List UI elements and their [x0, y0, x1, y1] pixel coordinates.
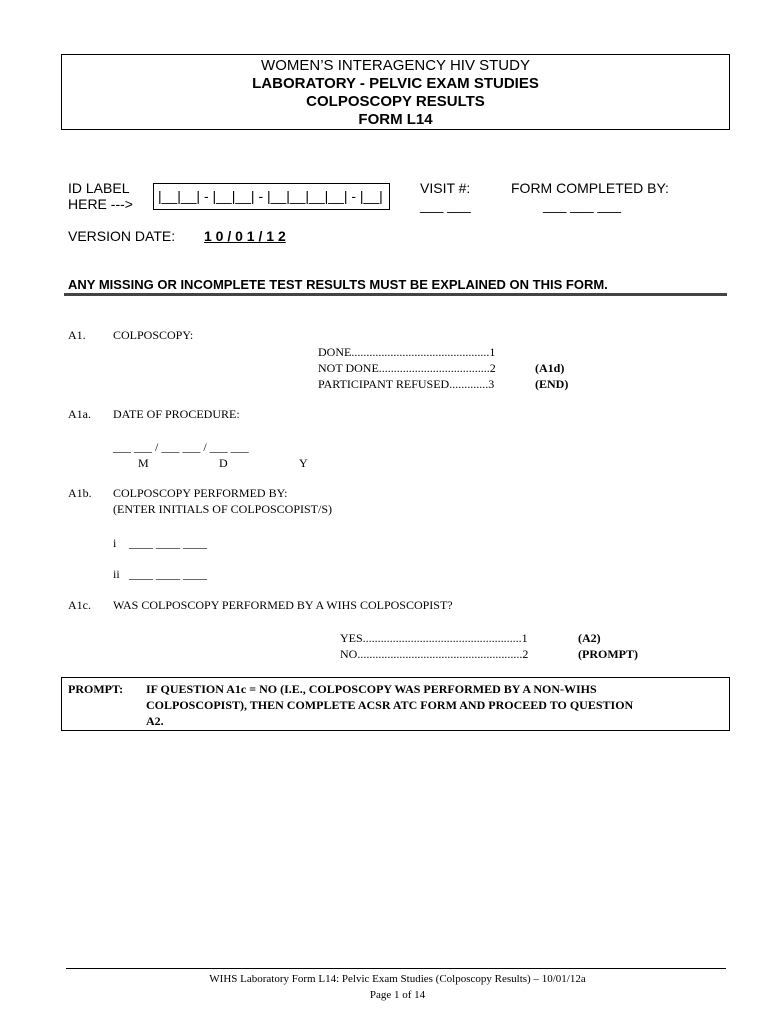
initials-row-ii-field[interactable]: ____ ____ ____: [129, 567, 207, 581]
a1c-option-yes[interactable]: YES.....................................................1: [340, 631, 528, 645]
id-label-line2: HERE --->: [68, 196, 133, 212]
initials-row-ii-label: ii: [113, 567, 120, 581]
a1-option-refused[interactable]: PARTICIPANT REFUSED.............3: [318, 377, 495, 391]
id-label-line1: ID LABEL: [68, 180, 130, 196]
question-a1-number: A1.: [68, 328, 86, 342]
a1-option-done[interactable]: DONE..............................................1: [318, 345, 496, 359]
prompt-box: [61, 677, 730, 731]
missing-results-notice: ANY MISSING OR INCOMPLETE TEST RESULTS MUST BE EXPLAINED ON THIS FORM.: [68, 277, 608, 292]
prompt-line2: COLPOSCOPIST), THEN COMPLETE ACSR ATC FORM AND PROCEED TO QUESTION: [146, 698, 634, 712]
initials-row-i-label: i: [113, 536, 117, 550]
subsection-title: COLPOSCOPY RESULTS: [306, 93, 485, 110]
a1-option-not-done[interactable]: NOT DONE.....................................2: [318, 361, 496, 375]
a1-skip-not-done: (A1d): [535, 361, 565, 375]
date-year-label: Y: [299, 456, 308, 470]
question-a1a-number: A1a.: [68, 407, 91, 421]
section-title: LABORATORY - PELVIC EXAM STUDIES: [252, 75, 539, 92]
question-a1c-text: WAS COLPOSCOPY PERFORMED BY A WIHS COLPOSCOPIST?: [113, 598, 453, 612]
visit-label: VISIT #:: [420, 180, 471, 196]
question-a1a-text: DATE OF PROCEDURE:: [113, 407, 240, 421]
a1c-option-no[interactable]: NO.......................................................2: [340, 647, 529, 661]
prompt-line3: A2.: [146, 714, 164, 728]
date-month-label: M: [138, 456, 149, 470]
prompt-label: PROMPT:: [68, 682, 124, 696]
form-title-box: [61, 54, 730, 130]
prompt-line1: IF QUESTION A1c = NO (I.E., COLPOSCOPY WAS PERFORMED BY A NON-WIHS: [146, 682, 597, 696]
question-a1b-number: A1b.: [68, 486, 92, 500]
initials-row-i-field[interactable]: ____ ____ ____: [129, 536, 207, 550]
notice-divider: [64, 293, 727, 296]
version-date-label: VERSION DATE:: [68, 228, 176, 244]
question-a1c-number: A1c.: [68, 598, 91, 612]
form-number: FORM L14: [358, 111, 433, 128]
a1c-skip-no: (PROMPT): [578, 647, 638, 661]
completed-by-label: FORM COMPLETED BY:: [511, 180, 669, 196]
id-template: |__|__| - |__|__| - |__|__|__|__| - |__|: [158, 188, 383, 204]
id-label-box[interactable]: [153, 183, 390, 210]
a1-skip-refused: (END): [535, 377, 569, 391]
study-title: WOMEN’S INTERAGENCY HIV STUDY: [261, 57, 530, 74]
footer-form-info: WIHS Laboratory Form L14: Pelvic Exam Studies (Colposcopy Results) – 10/01/12a: [209, 973, 586, 985]
footer-divider: [66, 968, 726, 969]
procedure-date-field[interactable]: ___ ___ / ___ ___ / ___ ___: [113, 440, 249, 454]
footer-page-number: Page 1 of 14: [369, 989, 426, 1001]
date-day-label: D: [219, 456, 228, 470]
a1c-skip-yes: (A2): [578, 631, 601, 645]
question-a1b-line1: COLPOSCOPY PERFORMED BY:: [113, 486, 288, 500]
question-a1-text: COLPOSCOPY:: [113, 328, 194, 342]
version-date-value: 1 0 / 0 1 / 1 2: [204, 228, 286, 244]
completed-by-field[interactable]: ___ ___ ___: [543, 197, 621, 213]
visit-number-field[interactable]: ___ ___: [420, 197, 471, 213]
question-a1b-line2: (ENTER INITIALS OF COLPOSCOPIST/S): [113, 502, 333, 516]
